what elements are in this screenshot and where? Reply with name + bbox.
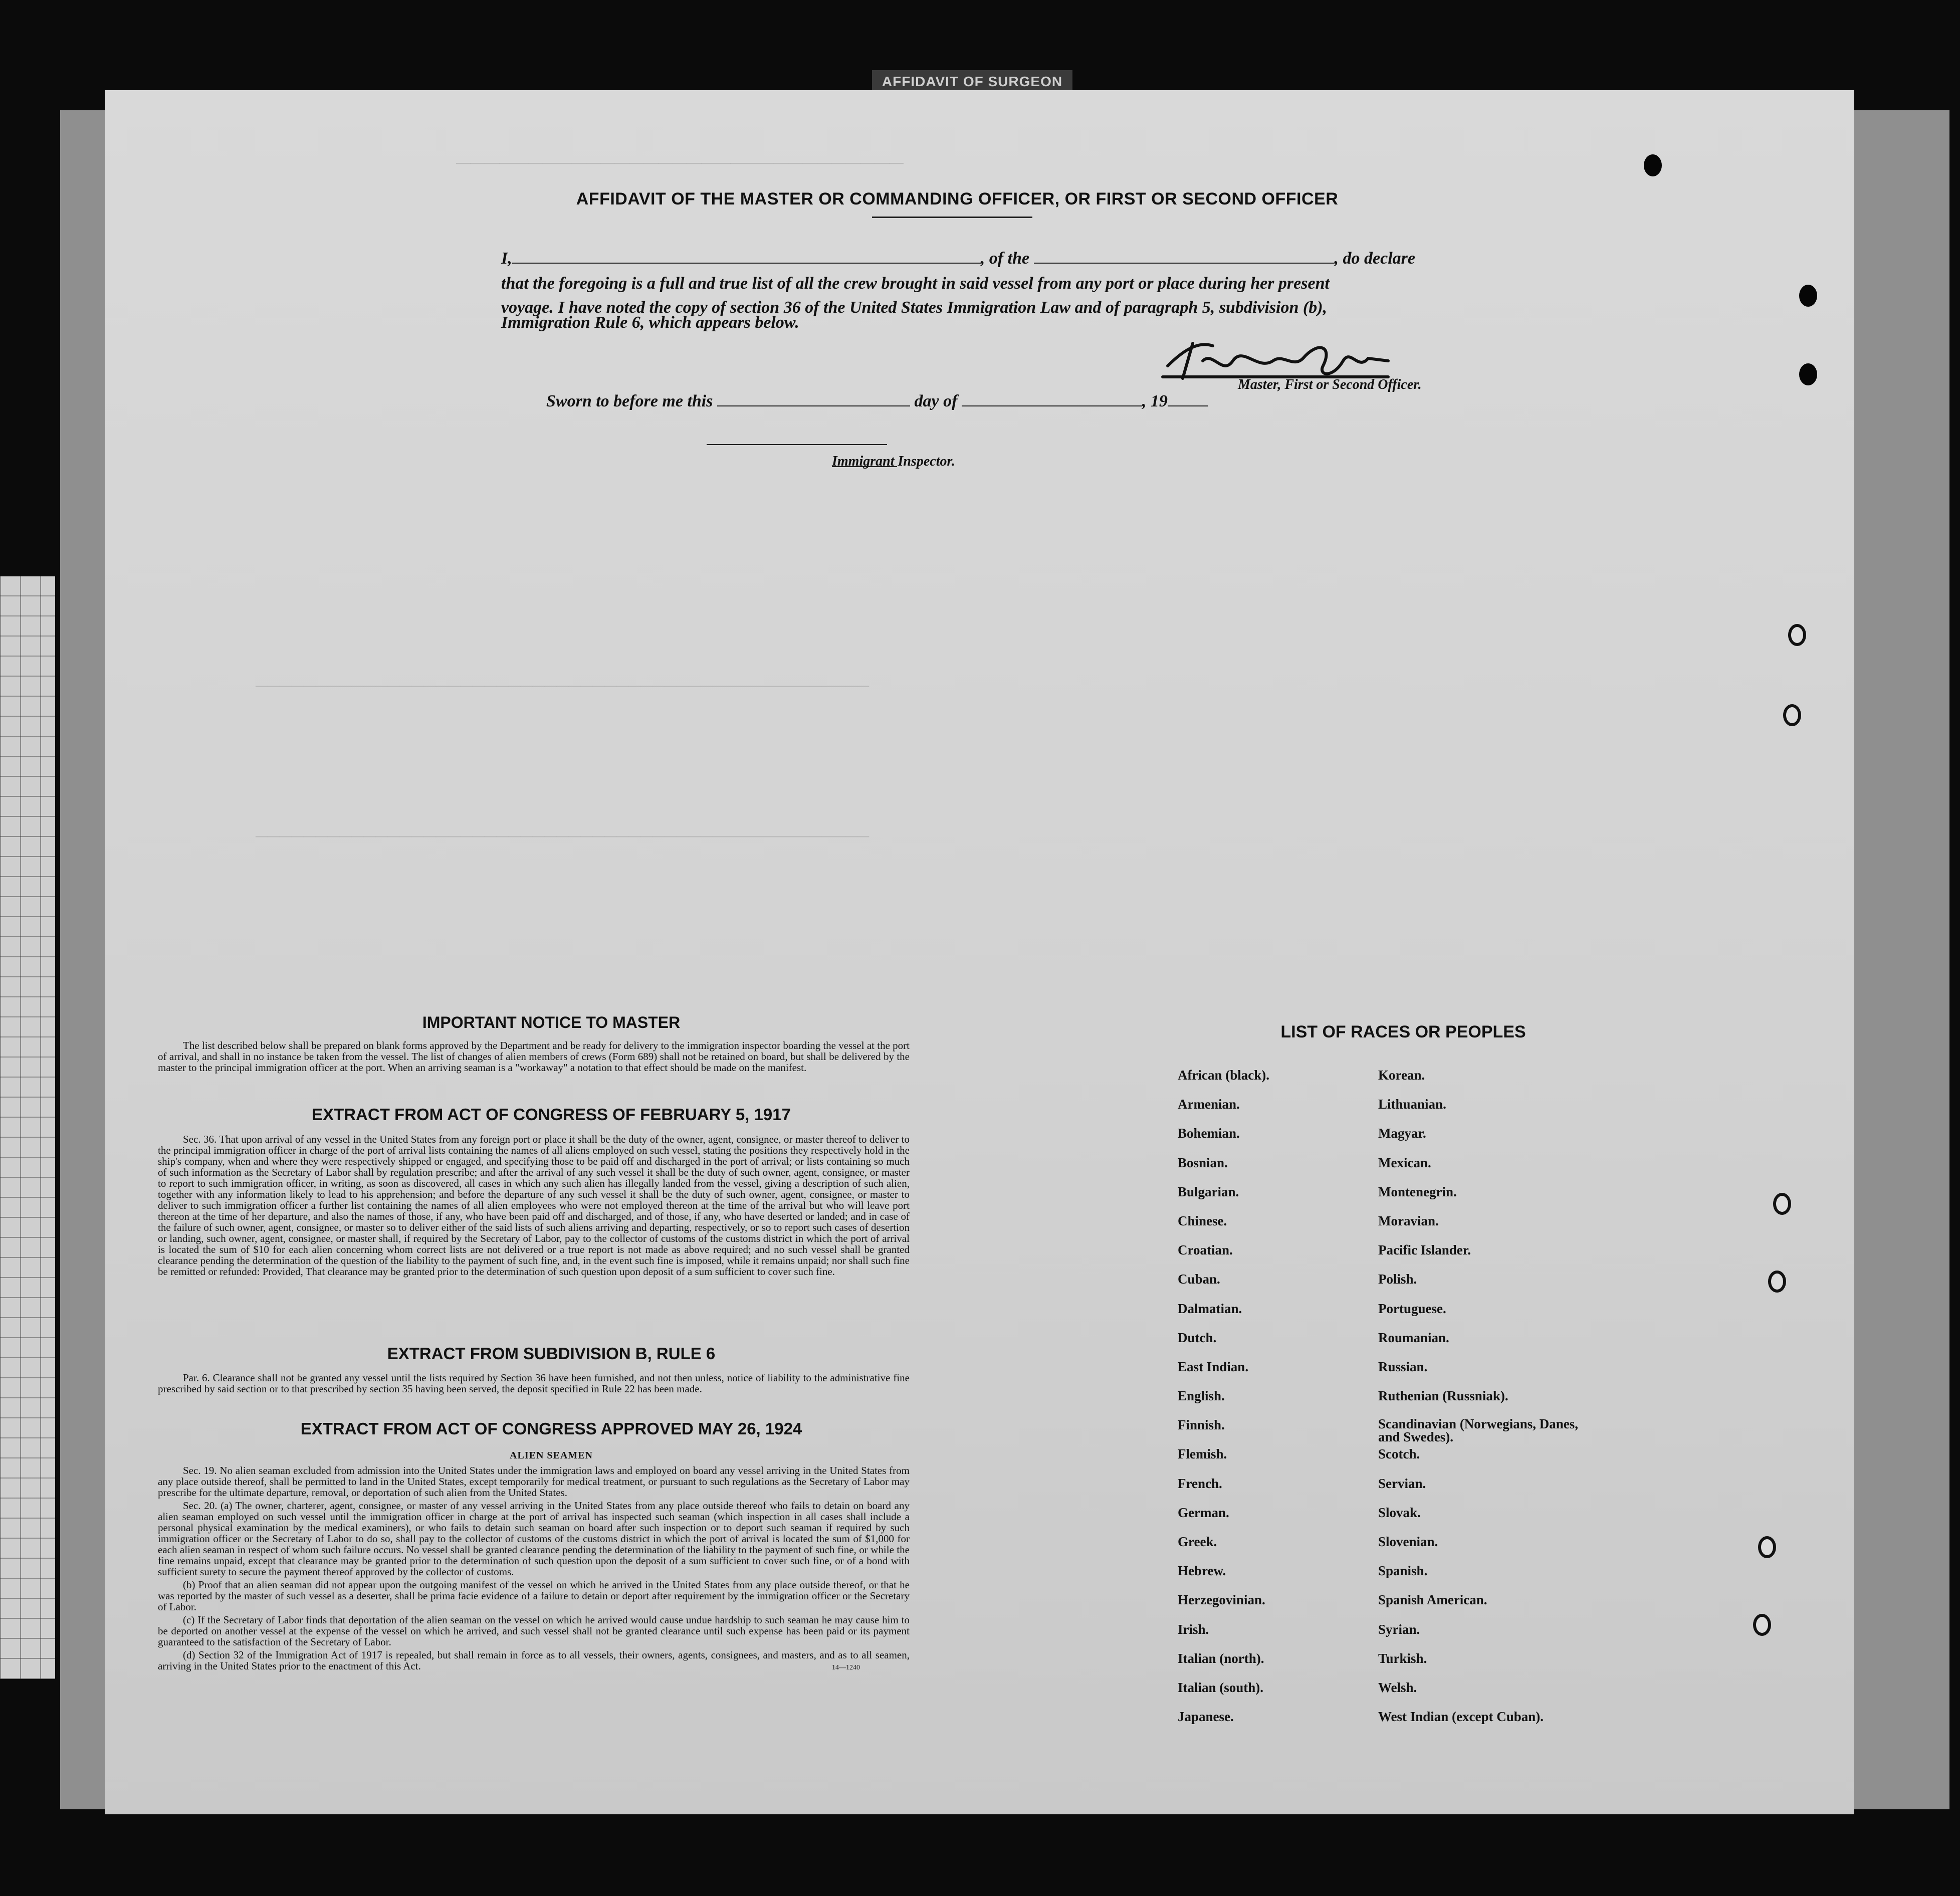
race-item: Moravian. xyxy=(1378,1213,1439,1228)
race-item: East Indian. xyxy=(1178,1359,1249,1374)
extract-1924-heading: EXTRACT FROM ACT OF CONGRESS APPROVED MAY 26, 1924 xyxy=(300,1419,802,1438)
bleed-through-ghost: ___________________________________________________ xyxy=(256,682,869,704)
sworn-mid: day of xyxy=(914,392,958,410)
affidavit-title: AFFIDAVIT OF THE MASTER OR COMMANDING OFFICER, OR FIRST OR SECOND OFFICER xyxy=(576,189,1339,208)
race-item: Lithuanian. xyxy=(1378,1097,1446,1112)
race-item: Mexican. xyxy=(1378,1155,1431,1170)
inspector-signature-line[interactable] xyxy=(707,444,887,445)
race-item: Japanese. xyxy=(1178,1709,1234,1725)
race-item: English. xyxy=(1178,1388,1225,1404)
extract-1917-text xyxy=(158,1134,910,1279)
punch-hole xyxy=(1799,285,1817,307)
races-column-2 xyxy=(1378,1068,1589,1738)
race-item: Turkish. xyxy=(1378,1650,1427,1666)
vessel-blank[interactable] xyxy=(1034,263,1335,264)
race-item: Croatian. xyxy=(1178,1242,1233,1258)
sec-20b-paragraph: (b) Proof that an alien seaman did not appear upon the outgoing manifest of the vessel on which he arrived in the United States from any place outside thereof, or that he was reported by the master of such vessel as a deserter, shall be prima facie evidence of a failure to detain or deport after requirement by the immigration officer or the Secretary of Labor. xyxy=(158,1579,910,1613)
bleed-through-ghost: _______________________________ xyxy=(456,158,904,185)
notice-text xyxy=(158,1040,910,1075)
race-item: Spanish American. xyxy=(1378,1592,1487,1608)
race-item: Spanish. xyxy=(1378,1563,1428,1579)
grid-paper-strip xyxy=(0,576,55,1679)
race-item: Flemish. xyxy=(1178,1446,1227,1462)
races-column-1 xyxy=(1178,1068,1388,1738)
signature-caption: Master, First or Second Officer. xyxy=(1238,377,1422,392)
race-item: Welsh. xyxy=(1378,1679,1417,1695)
race-item: Magyar. xyxy=(1378,1126,1426,1141)
punch-hole xyxy=(1753,1614,1771,1636)
extract-rule6-text xyxy=(158,1372,910,1396)
race-item: Finnish. xyxy=(1178,1417,1225,1433)
race-item: Pacific Islander. xyxy=(1378,1242,1471,1258)
affidavit-line1-end: , do declare xyxy=(1334,249,1415,268)
punch-hole xyxy=(1783,704,1801,726)
race-item: French. xyxy=(1178,1476,1222,1491)
race-item: Hebrew. xyxy=(1178,1563,1226,1579)
extract-rule6-heading: EXTRACT FROM SUBDIVISION B, RULE 6 xyxy=(387,1344,716,1363)
alien-seamen-subheading: ALIEN SEAMEN xyxy=(510,1450,593,1461)
affidavit-line-4: Immigration Rule 6, which appears below. xyxy=(501,313,799,332)
notice-paragraph: The list described below shall be prepared on blank forms approved by the Department and be ready for delivery to the immigration inspector boarding the vessel at the port of arrival, and shall in no instance be taken from the vessel. The list of changes of alien members of crews (Form 689) shall not be retained on board, but shall be delivered by the master to the principal immigration officer at the port. When an arriving seaman is a "workaway" a notation to that effect should be made on the manifest. xyxy=(158,1039,910,1074)
affidavit-line1-mid: , of the xyxy=(980,249,1030,268)
race-item: Bulgarian. xyxy=(1178,1184,1239,1199)
race-item: Syrian. xyxy=(1378,1621,1420,1637)
race-item: Irish. xyxy=(1178,1621,1209,1637)
race-item: Greek. xyxy=(1178,1534,1217,1549)
sworn-month-blank[interactable] xyxy=(962,405,1142,406)
race-item: Chinese. xyxy=(1178,1213,1227,1228)
punch-hole xyxy=(1799,363,1817,385)
sworn-end: , 19 xyxy=(1142,392,1168,410)
sworn-line xyxy=(546,392,1208,411)
race-item: German. xyxy=(1178,1505,1229,1520)
affidavit-line1-start: I, xyxy=(501,249,512,268)
punch-hole xyxy=(1773,1193,1791,1215)
sec-20a-paragraph: Sec. 20. (a) The owner, charterer, agent, consignee, or master of any vessel arriving in the United States from any place outside thereof who fails to detain on board any alien seaman employed on such vessel until the immigration officer in charge at the port of arrival has inspected such seaman (which inspection in all cases shall include a personal physical examination by the medical examiners), or who fails to detain such seaman on board after such inspection or to deport such seaman if required by such immigration officer or the Secretary of Labor to do so, shall pay to the collector of customs of the customs district in which the port of arrival is located the sum of $1,000 for each alien seaman in respect of whom such failure occurs. No vessel shall be granted clearance pending the determination of the liability to the payment of such fine, or while the fine remains unpaid, except that clearance may be granted prior to the determination of such question upon the deposit of a sum sufficient to cover such fine, or of a bond with sufficient surety to secure the payment thereof approved by the collector of customs. xyxy=(158,1500,910,1578)
race-item: African (black). xyxy=(1178,1068,1269,1083)
punch-hole xyxy=(1768,1271,1786,1293)
name-blank[interactable] xyxy=(512,263,981,264)
sec-20d-paragraph: (d) Section 32 of the Immigration Act of 1917 is repealed, but shall remain in force as to all vessels, their owners, agents, consignees, and masters, and as to all seamen, arriving in the United States prior to the enactment of this Act. xyxy=(158,1649,910,1672)
extract-1917-paragraph: Sec. 36. That upon arrival of any vessel in the United States from any foreign port or place it shall be the duty of the owner, agent, consignee, or master thereof to deliver to the principal immigration officer in charge of the port of arrival lists containing the names of all aliens employed on such vessel, stating the positions they respectively hold in the ship's company, when and where they were respectively shipped or engaged, and specifying those to be paid off and discharged in the port of arrival; or lists containing so much of such information as the Secretary of Labor shall by regulation prescribe; and after the arrival of any such vessel it shall be the duty of such owner, agent, consignee, or master to report to such immigration officer, in writing, as soon as discovered, all cases in which any such alien has illegally landed from the vessel, giving a description of such alien, together with any information likely to lead to his apprehension; and before the departure of any such vessel it shall be the duty of such owner, agent, consignee, or master to deliver to such immigration officer a further list containing the names of all alien employees who were not employed thereon at the time of the arrival but who will leave port thereon at the time of her departure, and also the names of those, if any, who have been paid off and discharged, and of those, if any, who have deserted or landed; and in case of the failure of such owner, agent, consignee, or master so to deliver either of the said lists of such aliens arriving and departing, respectively, or so to report such cases of desertion or landing, such owner, agent, consignee, or master shall, if required by the Secretary of Labor, pay to the collector of customs of the customs district in which the port of arrival is located the sum of $10 for each alien concerning whom correct lists are not delivered or a true report is not made as above required; and no such vessel shall be granted clearance pending the determination of the question of the liability to the payment of such fine, and, in the event such fine is imposed, while it remains unpaid; nor shall such fine be remitted or refunded: Provided, That clearance may be granted prior to the determination of such question upon deposit of a sum sufficient to cover such fine. xyxy=(158,1133,910,1278)
bleed-through-ghost: ___________________________________________________ xyxy=(256,832,869,855)
race-item: Herzegovinian. xyxy=(1178,1592,1265,1608)
title-rule xyxy=(872,217,1032,218)
affidavit-line-1 xyxy=(501,249,1415,268)
sworn-start: Sworn to before me this xyxy=(546,392,713,410)
race-item: Bohemian. xyxy=(1178,1126,1240,1141)
form-number: 14—1240 xyxy=(832,1664,860,1671)
race-item: Scandinavian (Norwegians, Danes, and Swedes). xyxy=(1378,1416,1579,1445)
race-item: Scotch. xyxy=(1378,1446,1420,1462)
sworn-year-blank[interactable] xyxy=(1168,405,1208,406)
race-item: Slovenian. xyxy=(1378,1534,1438,1549)
extract-1917-heading: EXTRACT FROM ACT OF CONGRESS OF FEBRUARY 5, 1917 xyxy=(312,1105,791,1124)
race-item: Montenegrin. xyxy=(1378,1184,1457,1199)
affidavit-of-surgeon-tab: AFFIDAVIT OF SURGEON xyxy=(872,70,1072,93)
affidavit-line-2: that the foregoing is a full and true list of all the crew brought in said vessel from any port or place during her present xyxy=(501,274,1330,293)
punch-hole xyxy=(1758,1536,1776,1558)
race-item: Bosnian. xyxy=(1178,1155,1228,1170)
sec-19-paragraph: Sec. 19. No alien seaman excluded from admission into the United States under the immigration laws and employed on board any vessel arriving in the United States from any place outside thereof, shall be permitted to land in the United States, except temporarily for medical treatment, or pursuant to such regulations as the Secretary of Labor may prescribe for the ultimate departure, removal, or deportation of such alien from the United States. xyxy=(158,1464,910,1499)
race-item: Dalmatian. xyxy=(1178,1301,1242,1316)
punch-hole xyxy=(1788,624,1806,646)
sec-20c-paragraph: (c) If the Secretary of Labor finds that deportation of the alien seaman on the vessel on which he arrived would cause undue hardship to such seaman he may cause him to be deported on another vessel at the expense of the vessel on which he arrived, and such vessel shall not be granted clearance until such expense has been paid or its payment guaranteed to the satisfaction of the Secretary of Labor. xyxy=(158,1614,910,1648)
race-item: Armenian. xyxy=(1178,1097,1240,1112)
race-item: Ruthenian (Russniak). xyxy=(1378,1388,1508,1404)
races-heading: LIST OF RACES OR PEOPLES xyxy=(1280,1022,1526,1041)
race-item: Roumanian. xyxy=(1378,1330,1449,1345)
race-item: Servian. xyxy=(1378,1476,1426,1491)
race-item: Polish. xyxy=(1378,1272,1417,1287)
race-item: West Indian (except Cuban). xyxy=(1378,1709,1544,1725)
inspector-caption: Immigrant Inspector. xyxy=(832,454,955,469)
affidavit-line-3: voyage. I have noted the copy of section 36 of the United States Immigration Law and of paragraph 5, subdivision (b), xyxy=(501,298,1328,317)
extract-rule6-paragraph: Par. 6. Clearance shall not be granted any vessel until the lists required by Section 36 have been furnished, and not then unless, notice of liability to the administrative fine prescribed by said section or to that prescribed by section 35 having been served, the deposit specified in Rule 22 has been made. xyxy=(158,1372,910,1395)
race-item: Portuguese. xyxy=(1378,1301,1446,1316)
notice-heading: IMPORTANT NOTICE TO MASTER xyxy=(422,1013,681,1031)
race-item: Italian (north). xyxy=(1178,1650,1264,1666)
race-item: Slovak. xyxy=(1378,1505,1421,1520)
punch-hole xyxy=(1644,154,1662,176)
sworn-day-blank[interactable] xyxy=(717,405,910,406)
extract-1924-text xyxy=(158,1465,910,1673)
race-item: Korean. xyxy=(1378,1068,1425,1083)
race-item: Dutch. xyxy=(1178,1330,1217,1345)
race-item: Russian. xyxy=(1378,1359,1428,1374)
race-item: Italian (south). xyxy=(1178,1679,1264,1695)
race-item: Cuban. xyxy=(1178,1272,1220,1287)
